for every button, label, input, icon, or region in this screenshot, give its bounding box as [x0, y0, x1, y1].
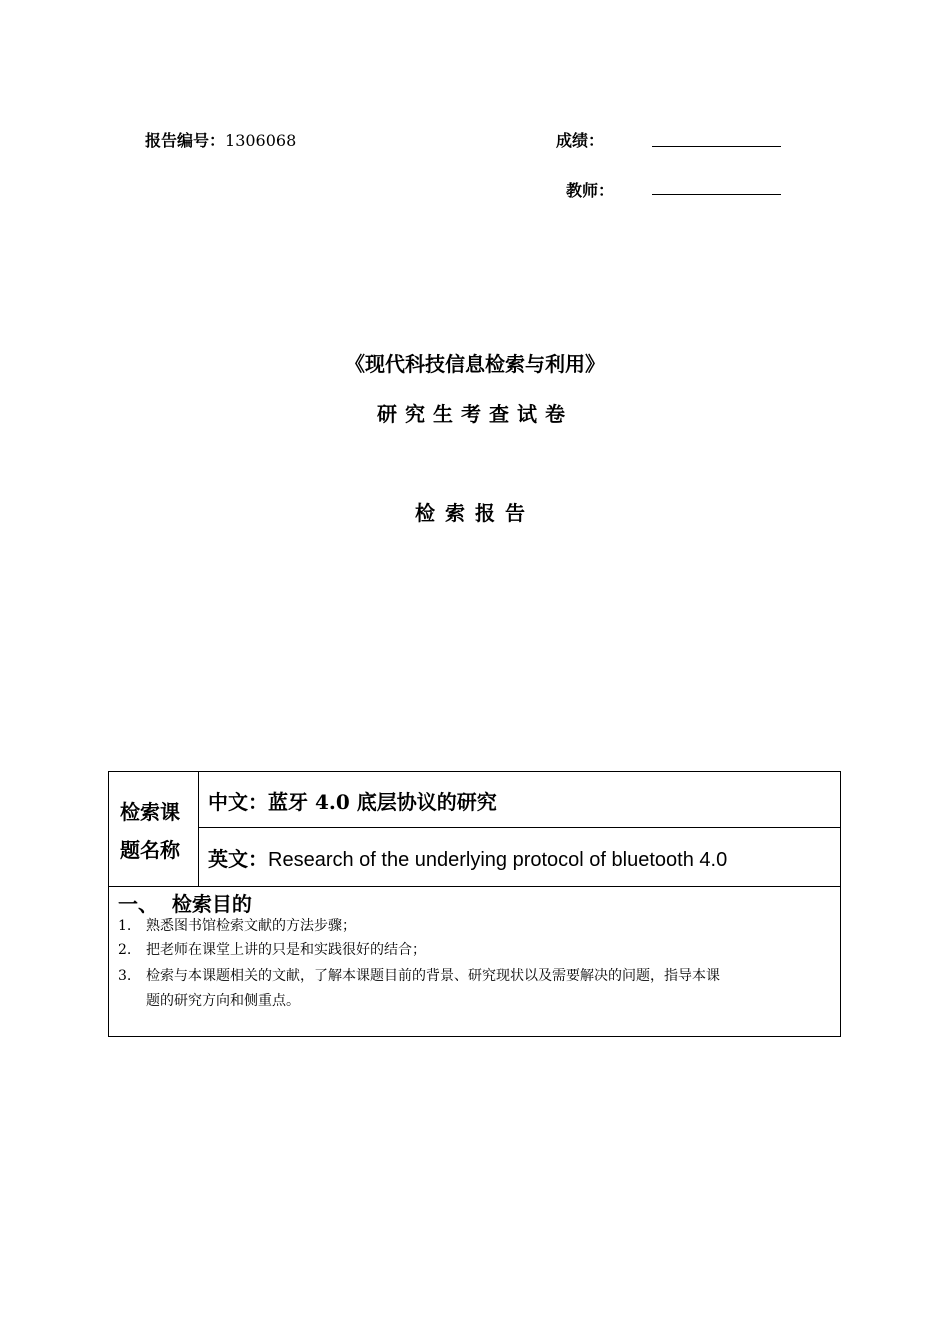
table-divider-middle [198, 827, 841, 828]
grade-label: 成绩： [556, 131, 605, 150]
report-number [145, 128, 296, 151]
list-item [118, 938, 426, 962]
exam-title: 研究生考查试卷 [377, 402, 573, 426]
list-item-text: 把老师在课堂上讲的只是和实践很好的结合； [146, 942, 426, 958]
grade-blank-line [652, 146, 781, 147]
table-divider-vertical [198, 771, 199, 887]
report-number-value: 1306068 [225, 131, 297, 150]
english-label: 英文： [208, 847, 268, 871]
list-item [118, 964, 720, 988]
topic-label-line2: 题名称 [120, 838, 180, 862]
teacher-label: 教师： [566, 181, 615, 200]
section-heading: 一、 检索目的 [118, 892, 252, 916]
english-title-row [208, 843, 727, 872]
teacher-blank-line [652, 194, 781, 195]
topic-label-line1: 检索课 [120, 800, 180, 824]
list-item-text: 检索与本课题相关的文献，了解本课题目前的背景、研究现状以及需要解决的问题，指导本课 [146, 968, 720, 984]
list-item-text: 熟悉图书馆检索文献的方法步骤； [146, 918, 356, 934]
english-title: Research of the underlying protocol of bluetooth 4.0 [268, 849, 728, 871]
list-item-number: 2. [118, 942, 132, 958]
chinese-title-row [208, 786, 497, 815]
report-number-label: 报告编号： [145, 131, 226, 150]
list-item-number: 3. [118, 968, 132, 984]
course-title: 《现代科技信息检索与利用》 [345, 352, 605, 376]
list-item-continuation: 题的研究方向和侧重点。 [146, 993, 300, 1009]
chinese-title: 蓝牙 4.0 底层协议的研究 [268, 790, 497, 814]
list-item [118, 914, 356, 938]
report-title: 检索报告 [415, 501, 535, 525]
table-divider-bottom [108, 886, 841, 887]
chinese-label: 中文： [208, 790, 268, 814]
list-item-number: 1. [118, 918, 132, 934]
